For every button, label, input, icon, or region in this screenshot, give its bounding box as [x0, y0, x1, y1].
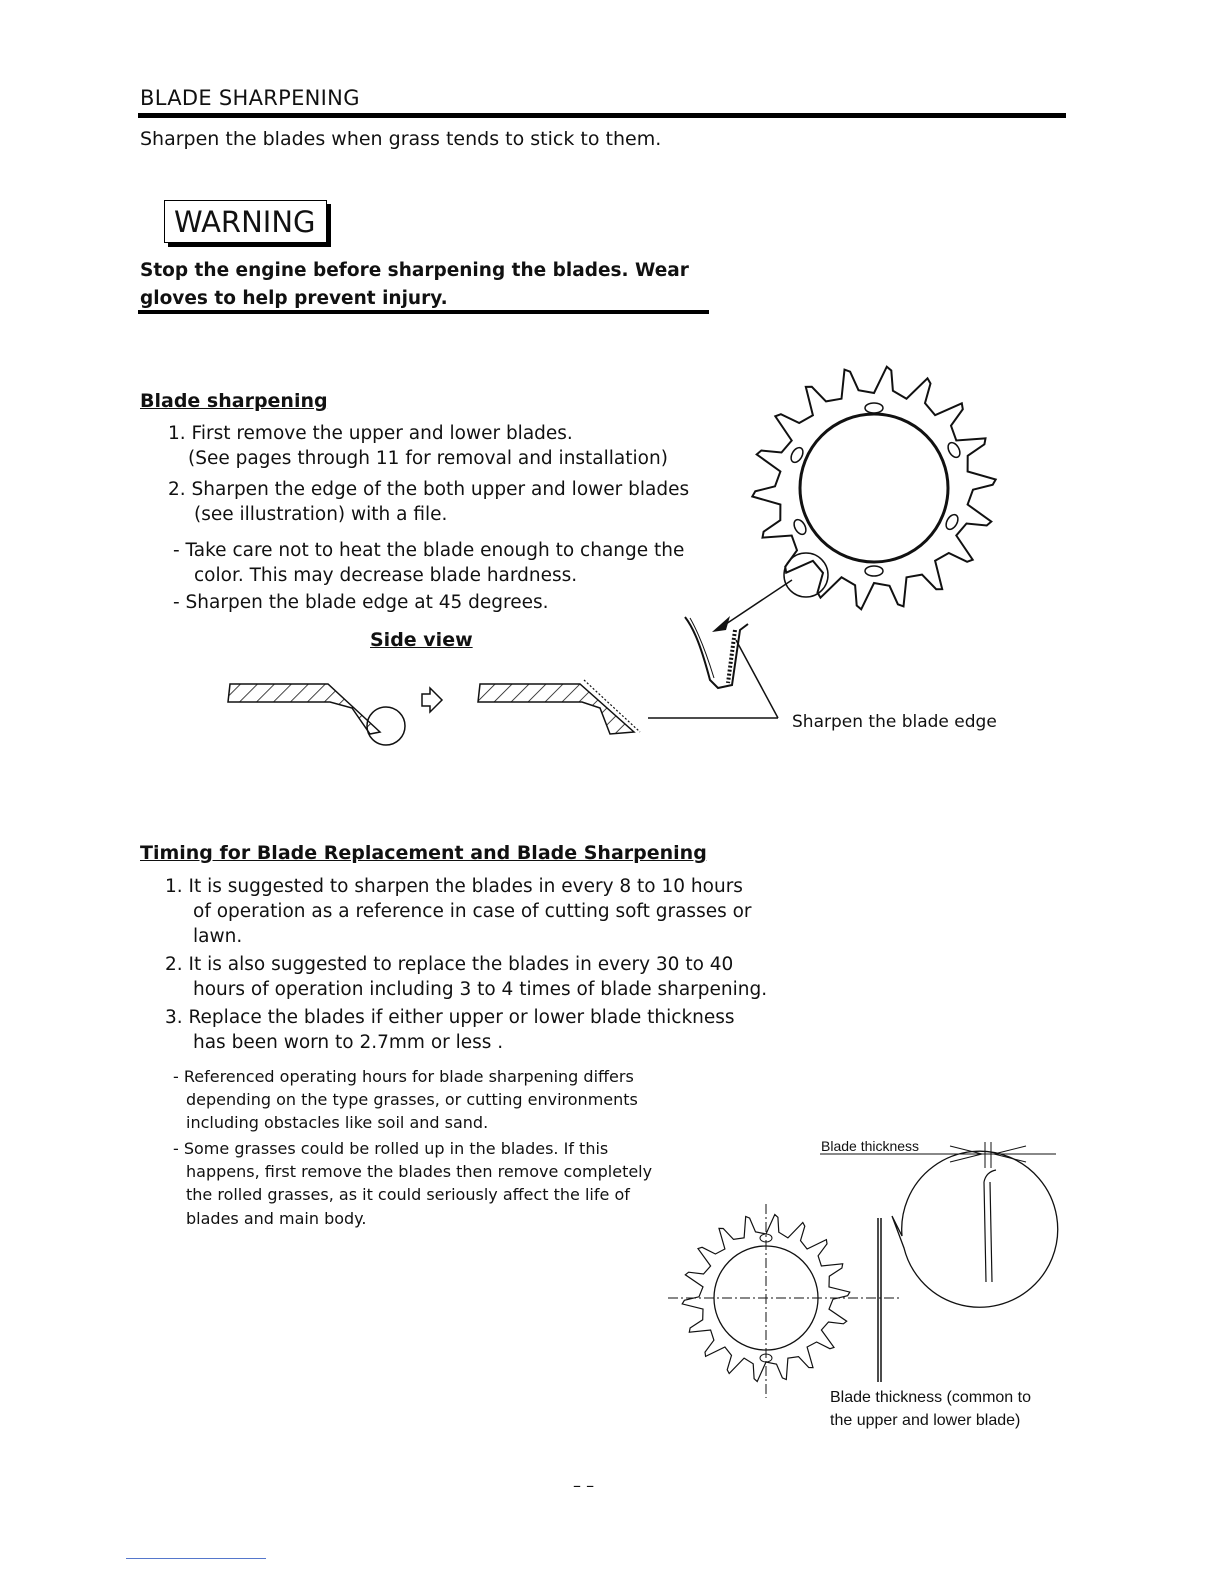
timing-line-3: lawn. [193, 926, 243, 947]
timing-line-2: of operation as a reference in case of cutting soft grasses or [193, 901, 752, 922]
sharpening-step-1: 1. First remove the upper and lower blades. [168, 423, 573, 444]
sharpening-step-1b: (See pages through 11 for removal and installation) [188, 448, 668, 469]
caption-line-2: the upper and lower blade) [830, 1412, 1021, 1429]
edge-label: Sharpen the blade edge [792, 712, 997, 732]
sharpening-note-1b: color. This may decrease blade hardness. [194, 565, 578, 586]
caption-line-1: Blade thickness (common to [830, 1389, 1031, 1406]
intro-text: Sharpen the blades when grass tends to stick to them. [140, 128, 662, 150]
timing-line-1: 1. It is suggested to sharpen the blades in every 8 to 10 hours [165, 876, 743, 897]
warning-line-2: gloves to help prevent injury. [140, 288, 448, 309]
footer-rule [126, 1558, 266, 1559]
timing-heading: Timing for Blade Replacement and Blade Sharpening [140, 842, 707, 864]
edge-detail-illustration [640, 570, 820, 750]
warning-text [140, 257, 720, 313]
thickness-illustration [660, 1120, 1080, 1400]
timing-line-6: 3. Replace the blades if either upper or lower blade thickness [165, 1007, 735, 1028]
timing-line-5: hours of operation including 3 to 4 times of blade sharpening. [193, 979, 768, 1000]
thickness-label: Blade thickness [821, 1138, 920, 1154]
note-line-4: - Some grasses could be rolled up in the blades. If this [173, 1139, 609, 1158]
sharpening-step-2b: (see illustration) with a file. [194, 504, 448, 525]
note-line-6: the rolled grasses, as it could seriously affect the life of [186, 1185, 630, 1204]
warning-line-1: Stop the engine before sharpening the blades. Wear [140, 260, 689, 281]
sharpening-step-2: 2. Sharpen the edge of the both upper and lower blades [168, 479, 690, 500]
side-view-illustration [220, 670, 650, 755]
note-line-7: blades and main body. [186, 1209, 367, 1228]
section-title: BLADE SHARPENING [140, 86, 360, 110]
title-rule [138, 113, 1066, 118]
timing-line-7: has been worn to 2.7mm or less . [193, 1032, 504, 1053]
sharpening-note-2: - Sharpen the blade edge at 45 degrees. [173, 592, 549, 613]
sharpening-note-1: - Take care not to heat the blade enough to change the [173, 540, 685, 561]
page-number: – – [573, 1476, 595, 1495]
note-line-1: - Referenced operating hours for blade sharpening differs [173, 1067, 634, 1086]
note-line-3: including obstacles like soil and sand. [186, 1113, 489, 1132]
sharpening-heading: Blade sharpening [140, 390, 328, 412]
warning-rule [138, 310, 709, 314]
timing-line-4: 2. It is also suggested to replace the blades in every 30 to 40 [165, 954, 734, 975]
note-line-2: depending on the type grasses, or cutting environments [186, 1090, 638, 1109]
side-view-label: Side view [370, 629, 473, 651]
note-line-5: happens, first remove the blades then remove completely [186, 1162, 653, 1181]
warning-label: WARNING [164, 200, 327, 243]
